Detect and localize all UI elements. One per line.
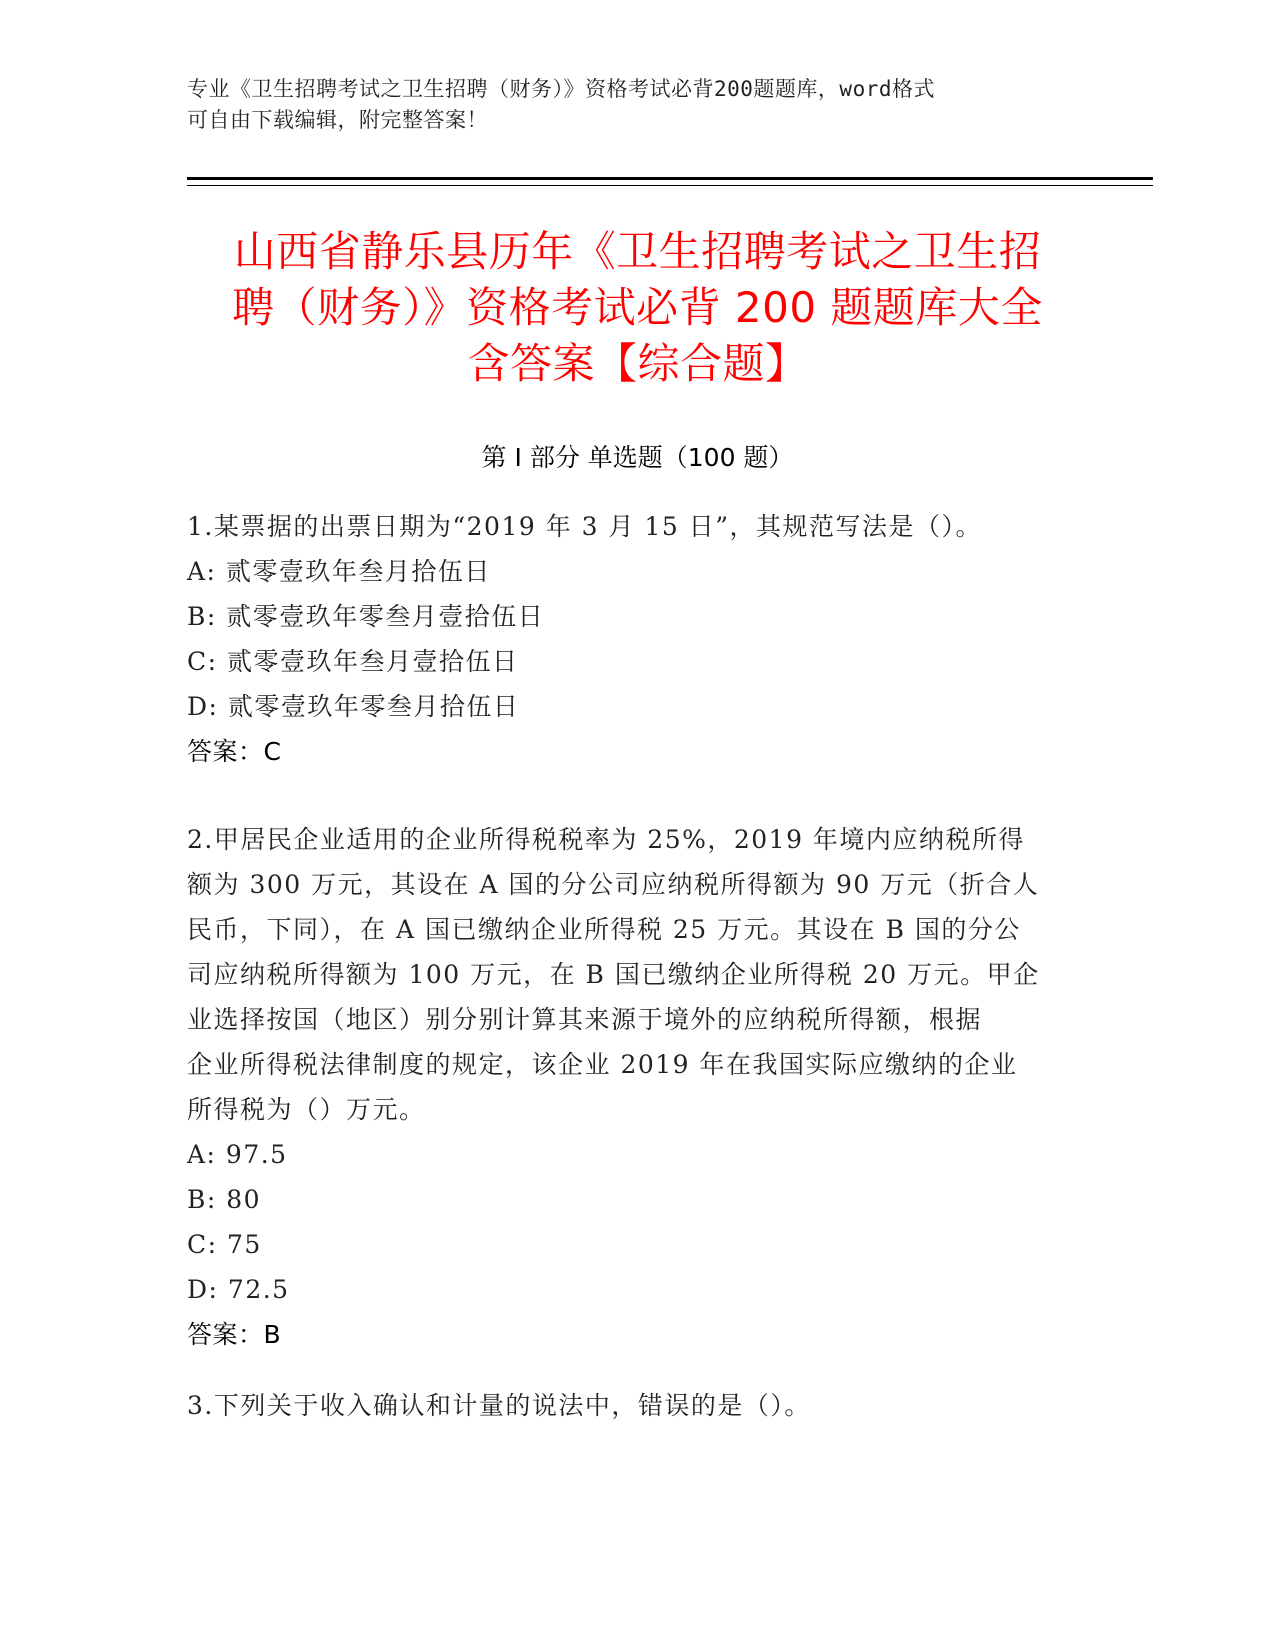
question-text: 2.甲居民企业适用的企业所得税税率为 25%，2019 年境内应纳税所得	[187, 825, 1025, 854]
question-text: 1.某票据的出票日期为“2019 年 3 月 15 日”，其规范写法是（）。	[187, 512, 982, 541]
document-title-line: 聘（财务）》资格考试必背 200 题题库大全	[232, 283, 1043, 332]
question-text: 民币，下同），在 A 国已缴纳企业所得税 25 万元。其设在 B 国的分公	[187, 915, 1021, 944]
header-divider-thin	[187, 185, 1153, 186]
question-3	[187, 1383, 1067, 1428]
document-title	[150, 224, 1125, 392]
option-b: B: 80	[187, 1185, 262, 1214]
document-title-line: 含答案【综合题】	[467, 339, 808, 388]
question-text: 所得税为（）万元。	[187, 1095, 426, 1124]
option-c: C: 贰零壹玖年叁月壹拾伍日	[187, 647, 519, 676]
question-text: 业选择按国（地区）别分别计算其来源于境外的应纳税所得额，根据	[187, 1005, 983, 1034]
question-1	[187, 504, 1067, 774]
section-title: 第 I 部分 单选题（100 题）	[481, 443, 794, 472]
header-note-line: 可自由下载编辑，附完整答案！	[187, 108, 488, 132]
document-title-line: 山西省静乐县历年《卫生招聘考试之卫生招	[233, 227, 1042, 276]
question-text: 3.下列关于收入确认和计量的说法中，错误的是（）。	[187, 1391, 811, 1420]
option-c: C: 75	[187, 1230, 262, 1259]
question-text: 企业所得税法律制度的规定，该企业 2019 年在我国实际应缴纳的企业	[187, 1050, 1018, 1079]
option-d: D: 72.5	[187, 1275, 290, 1304]
answer-label: 答案：B	[187, 1320, 282, 1349]
header-divider-thick	[187, 177, 1153, 180]
option-a: A: 97.5	[187, 1140, 288, 1169]
header-note-line: 专业《卫生招聘考试之卫生招聘（财务）》资格考试必背200题题库，word格式	[187, 77, 935, 101]
option-b: B: 贰零壹玖年零叁月壹拾伍日	[187, 602, 545, 631]
answer-label: 答案：C	[187, 737, 282, 766]
option-a: A: 贰零壹玖年叁月拾伍日	[187, 557, 491, 586]
question-text: 额为 300 万元，其设在 A 国的分公司应纳税所得额为 90 万元（折合人	[187, 870, 1040, 899]
option-d: D: 贰零壹玖年零叁月拾伍日	[187, 692, 520, 721]
question-2	[187, 817, 1067, 1357]
header-note	[187, 74, 1087, 136]
question-text: 司应纳税所得额为 100 万元，在 B 国已缴纳企业所得税 20 万元。甲企	[187, 960, 1040, 989]
